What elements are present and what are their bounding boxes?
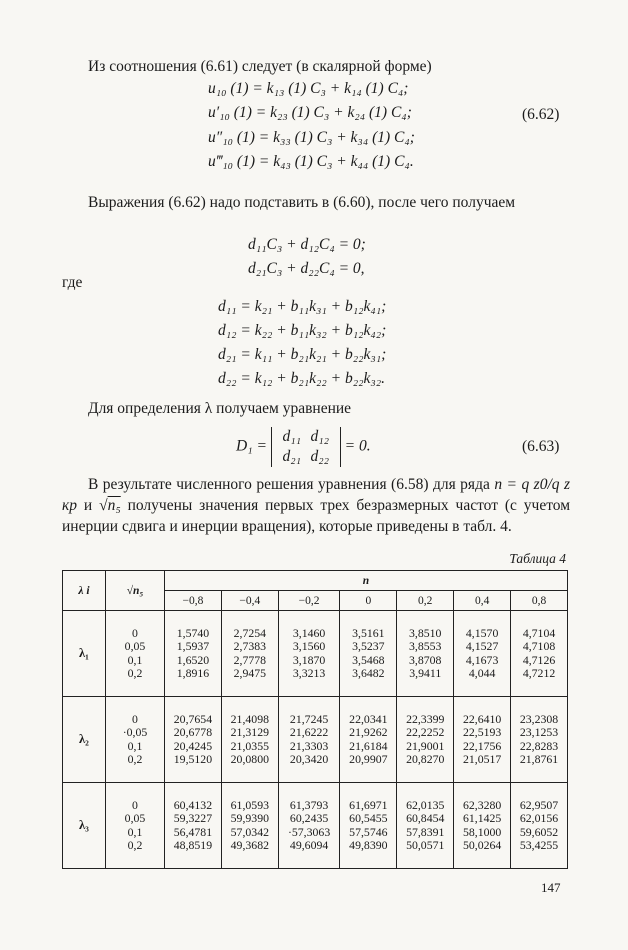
frequency-column [221,697,278,783]
equation-number: (6.62) [522,106,560,123]
table-cell: 3,1460 [292,625,326,640]
eq-line: d₂₁C₃ + d₂₂C₄ = 0, [248,260,365,277]
table-cell: 21,0517 [462,752,502,766]
table-cell: 59,9390 [230,811,269,825]
eq-line: d₁₁C₃ + d₁₂C₄ = 0; [248,236,366,253]
table-cell: 62,0156 [519,811,559,825]
frequency-column [221,611,278,697]
table-cell: 3,8553 [409,639,442,653]
determinant-matrix [271,427,341,467]
table-cell: 3,5237 [352,639,385,653]
sqrt-n5-values [106,611,165,697]
frequency-column [454,783,511,869]
eq-line: u″₁₀ (1) = k₃₃ (1) C₃ + k₃₄ (1) C₄; [208,129,415,146]
det-a21: d₂₁ [282,448,302,465]
table-cell: 49,8390 [349,838,388,852]
table-cell: 48,8519 [173,838,213,852]
det-lhs: D₁ = [236,437,267,455]
table-cell: 62,9507 [519,797,559,812]
table-cell: 3,8510 [409,625,442,640]
eq-line: d₂₁ = k₁₁ + b₂₁k₂₁ + b₂₂k₃₁; [218,346,387,363]
table-cell: 22,1756 [462,738,502,753]
table-cell: 20,4245 [173,738,213,753]
paragraph: Выражения (6.62) надо подставить в (6.60), после чего получаем [88,194,516,211]
table-cell: 4,1570 [465,625,499,640]
frequency-column [221,783,278,869]
eq-line: u₁₀ (1) = k₁₃ (1) C₃ + k₁₄ (1) C₄; [208,80,409,97]
table-cell: 23,1253 [519,725,559,739]
results-tail: получены значения первых трех безразмерных частот (с учетом инерции сдвига и инерции вращения), которые приведены в табл. 4. [62,497,571,535]
frequency-column [397,611,454,697]
n-value: −0,2 [278,591,340,611]
table-row [63,783,568,869]
table-cell: 50,0264 [462,838,502,852]
table-cell: 50,0571 [406,838,445,852]
table-row [63,697,568,783]
table-cell: 62,0135 [406,797,445,812]
table-cell: 58,1000 [462,824,502,839]
n-value: 0,2 [397,591,454,611]
table-cell: 4,1673 [465,652,499,667]
table-cell: 49,6094 [289,838,329,852]
page-number: 147 [541,880,561,895]
table-cell: 20,9907 [349,752,388,766]
table-cell: 60,8454 [406,811,445,825]
det-rhs: = 0. [344,437,371,455]
lambda-label: λ₁ [63,611,106,697]
table-cell: 4,7212 [522,666,556,680]
n-value: 0,8 [511,591,568,611]
table-cell: 57,0342 [230,824,269,839]
table-cell: 0 [132,625,138,640]
n-expression: n = q z0/q z кр [62,476,571,514]
lambda-label: λ₂ [63,697,106,783]
table-cell: 3,5161 [352,625,385,640]
table-cell: 21,6184 [349,738,388,753]
table-cell: 61,6971 [349,797,388,812]
table-cell: 21,6222 [289,725,329,739]
table-cell: 19,5120 [173,752,213,766]
header-lambda: λ i [63,571,106,611]
table-cell: 21,7245 [289,711,329,726]
table-cell: 3,8708 [409,652,442,667]
frequency-column [397,783,454,869]
table-cell: 3,5468 [352,652,385,667]
frequency-column [165,697,222,783]
table-cell: 53,4255 [519,838,559,852]
table-cell: 21,8761 [519,752,559,766]
n-value: −0,4 [221,591,278,611]
n-value: 0 [340,591,397,611]
table-cell: 0,1 [127,824,143,839]
table-cell: 21,0355 [230,738,269,753]
frequency-column [454,611,511,697]
table-cell: 1,6520 [176,652,210,667]
table-cell: 0 [132,711,138,726]
table-cell: 60,5455 [349,811,388,825]
frequency-column [165,783,222,869]
table-cell: 4,7104 [522,625,556,640]
table-cell: 21,4098 [230,711,269,726]
table-cell: 57,8391 [406,824,445,839]
table-cell: 22,6410 [462,711,502,726]
table-cell: 0,2 [127,666,143,680]
table-cell: 21,3303 [289,738,329,753]
table-cell: 23,2308 [519,711,559,726]
table-cell: 22,8283 [519,738,559,753]
table-cell: 4,7126 [522,652,556,667]
table-cell: 20,6778 [173,725,213,739]
frequency-column [340,611,397,697]
table-cell: 1,8916 [176,666,210,680]
table-cell: 61,0593 [230,797,269,812]
eq-line: d₁₁ = k₂₁ + b₁₁k₃₁ + b₁₂k₄₁; [218,298,387,315]
table-cell: 21,3129 [230,725,269,739]
table-cell: 59,6052 [519,824,559,839]
table-cell: ·0,05 [122,725,148,739]
table-cell: 4,7108 [522,639,556,653]
table-cell: 20,0800 [230,752,269,766]
frequency-column [511,697,568,783]
table-cell: 0,1 [127,738,143,753]
table-cell: 3,3213 [292,666,326,680]
frequency-column [454,697,511,783]
table-row [63,611,568,697]
table-cell: 4,044 [468,666,496,680]
table-cell: 0,2 [127,838,143,852]
table-cell: 0,05 [124,811,146,825]
table-cell: 0,2 [127,752,143,766]
table-cell: 20,3420 [289,752,329,766]
table-cell: 2,9475 [233,666,267,680]
eq-line: u′₁₀ (1) = k₂₃ (1) C₃ + k₂₄ (1) C₄; [208,104,412,121]
results-line1: В результате численного решения уравнения (6.58) для ряда [88,476,490,493]
table-cell: 61,3793 [289,797,329,812]
table-cell: 2,7383 [233,639,267,653]
frequency-column [340,697,397,783]
frequency-column [511,783,568,869]
table-cell: 22,3399 [406,711,445,726]
table-cell: 60,2435 [289,811,329,825]
frequency-column [278,783,340,869]
table-cell: 21,9001 [406,738,445,753]
det-a11: d₁₁ [282,428,302,445]
table-cell: 22,2252 [406,725,445,739]
det-a12: d₁₂ [310,428,330,445]
table-cell: 20,8270 [406,752,445,766]
table-cell: 1,5740 [176,625,210,640]
table-cell: 20,7654 [173,711,213,726]
table-cell: 3,1870 [292,652,326,667]
table-cell: 4,1527 [465,639,499,653]
table-cell: ·57,3063 [287,824,331,839]
table-cell: 2,7254 [233,625,267,640]
table-cell: 3,9411 [409,666,442,680]
table-cell: 0,05 [124,639,146,653]
table-cell: 49,3682 [230,838,269,852]
n-value: −0,8 [165,591,222,611]
table-cell: 0 [132,797,138,812]
table-cell: 56,4781 [173,824,213,839]
table-cell: 57,5746 [349,824,388,839]
table-cell: 62,3280 [462,797,502,812]
frequency-column [340,783,397,869]
determinant-equation [236,427,371,467]
paragraph: Для определения λ получаем уравнение [88,400,352,417]
frequency-column [511,611,568,697]
sqrt-n5-values [106,783,165,869]
table-cell: 22,0341 [349,711,388,726]
frequency-table [62,570,568,869]
frequency-column [278,697,340,783]
equation-number: (6.63) [522,438,560,455]
frequency-column [165,611,222,697]
header-n: n [165,571,568,591]
table-cell: 1,5937 [176,639,210,653]
table-caption: Таблица 4 [509,551,566,566]
sqrt-n5-values [106,697,165,783]
and-word: и [83,497,93,514]
eq-line: d₁₂ = k₂₂ + b₁₁k₃₂ + b₁₂k₄₂; [218,322,387,339]
table-cell: 0,1 [127,652,143,667]
table-cell: 22,5193 [462,725,502,739]
eq-line: d₂₂ = k₁₂ + b₂₁k₂₂ + b₂₂k₃₂. [218,370,386,387]
intro-text: Из соотношения (6.61) следует (в скалярной форме) [88,58,432,75]
equation-6-63 [0,424,628,470]
paragraph-results [62,474,570,537]
sqrt-n5: √n₅ [99,497,121,514]
eq-line: u‴₁₀ (1) = k₄₃ (1) C₃ + k₄₄ (1) C₄. [208,153,414,170]
table-cell: 61,1425 [462,811,502,825]
header-sqrt: √n₅ [106,571,165,611]
table-cell: 2,7778 [233,652,267,667]
table-cell: 3,1560 [292,639,326,653]
table-cell: 60,4132 [173,797,213,812]
table-cell: 59,3227 [173,811,213,825]
lambda-label: λ₃ [63,783,106,869]
frequency-column [278,611,340,697]
table-cell: 21,9262 [349,725,388,739]
table-cell: 3,6482 [352,666,385,680]
where-label: где [62,274,83,291]
frequency-column [397,697,454,783]
det-a22: d₂₂ [310,448,330,465]
n-value: 0,4 [454,591,511,611]
